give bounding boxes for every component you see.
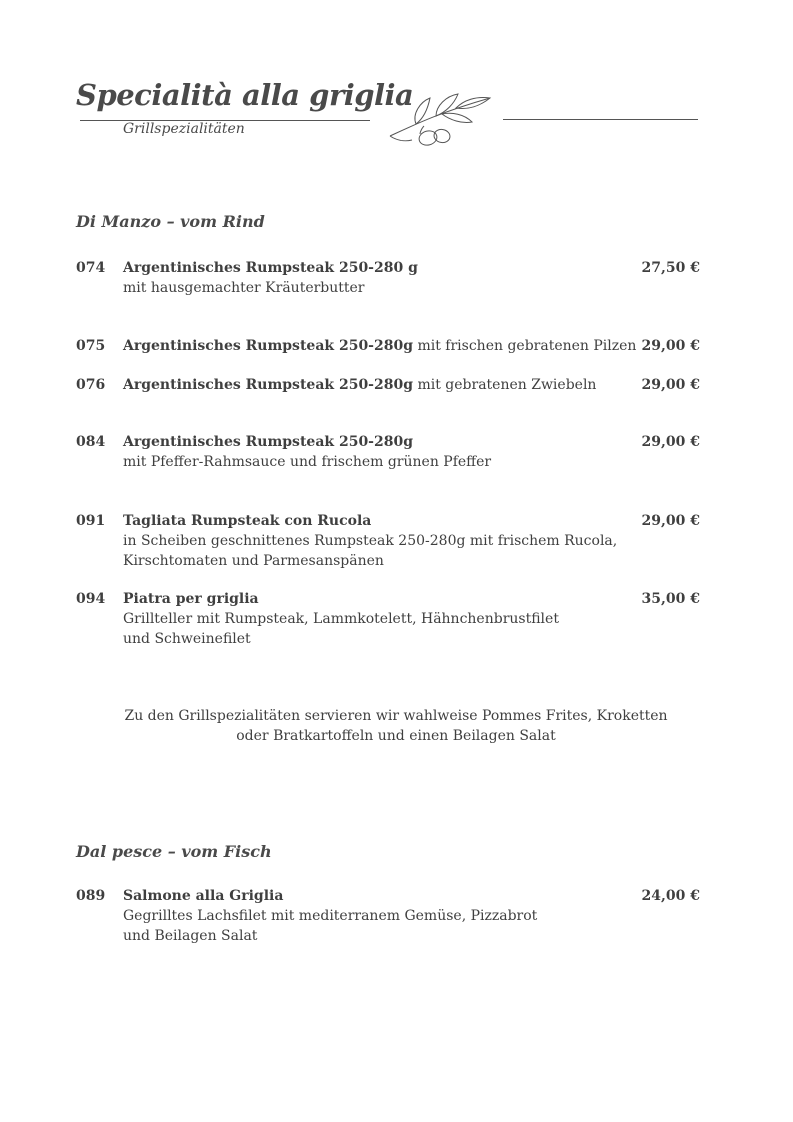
item-number: 094: [76, 591, 106, 607]
item-name: Argentinisches Rumpsteak 250-280g: [123, 434, 414, 450]
item-name-extra: mit gebratenen Zwiebeln: [413, 377, 597, 393]
item-description: mit Pfeffer-Rahmsauce und frischem grünen Pfeffer: [123, 454, 492, 470]
decorative-line: [503, 119, 698, 120]
page-title: Specialità alla griglia: [76, 78, 414, 112]
section-title-fish: Dal pesce – vom Fisch: [76, 842, 272, 861]
side-dish-note: Zu den Grillspezialitäten servieren wir wahlweise Pommes Frites, Kroketten oder Bratkartoffeln und einen Beilagen Salat: [124, 708, 668, 744]
item-description: Grillteller mit Rumpsteak, Lammkotelett, Hähnchenbrustfilet und Schweinefilet: [123, 611, 559, 647]
item-number: 076: [76, 377, 106, 393]
item-price: 29,00 €: [641, 338, 700, 354]
item-description: mit hausgemachter Kräuterbutter: [123, 280, 365, 296]
item-name: Tagliata Rumpsteak con Rucola: [123, 513, 372, 529]
item-number: 091: [76, 513, 106, 529]
item-price: 35,00 €: [641, 591, 700, 607]
item-number: 084: [76, 434, 106, 450]
section-title-beef: Di Manzo – vom Rind: [76, 212, 265, 231]
item-price: 27,50 €: [641, 260, 700, 276]
item-price: 29,00 €: [641, 434, 700, 450]
item-price: 29,00 €: [641, 513, 700, 529]
item-price: 24,00 €: [641, 888, 700, 904]
item-name: Argentinisches Rumpsteak 250-280g: [123, 338, 414, 354]
item-description: Gegrilltes Lachsfilet mit mediterranem Gemüse, Pizzabrot und Beilagen Salat: [123, 908, 538, 944]
olive-branch-icon: [386, 88, 496, 150]
item-name: Salmone alla Griglia: [123, 888, 284, 904]
item-description: in Scheiben geschnittenes Rumpsteak 250-280g mit frischem Rucola, Kirschtomaten und Parmesanspänen: [123, 533, 618, 569]
item-price: 29,00 €: [641, 377, 700, 393]
item-number: 089: [76, 888, 106, 904]
item-number: 075: [76, 338, 106, 354]
item-name: Piatra per griglia: [123, 591, 259, 607]
item-number: 074: [76, 260, 106, 276]
item-name: Argentinisches Rumpsteak 250-280g: [123, 377, 414, 393]
item-name-extra: mit frischen gebratenen Pilzen: [413, 338, 637, 354]
item-name: Argentinisches Rumpsteak 250-280 g: [123, 260, 418, 276]
page-subtitle: Grillspezialitäten: [123, 121, 245, 137]
